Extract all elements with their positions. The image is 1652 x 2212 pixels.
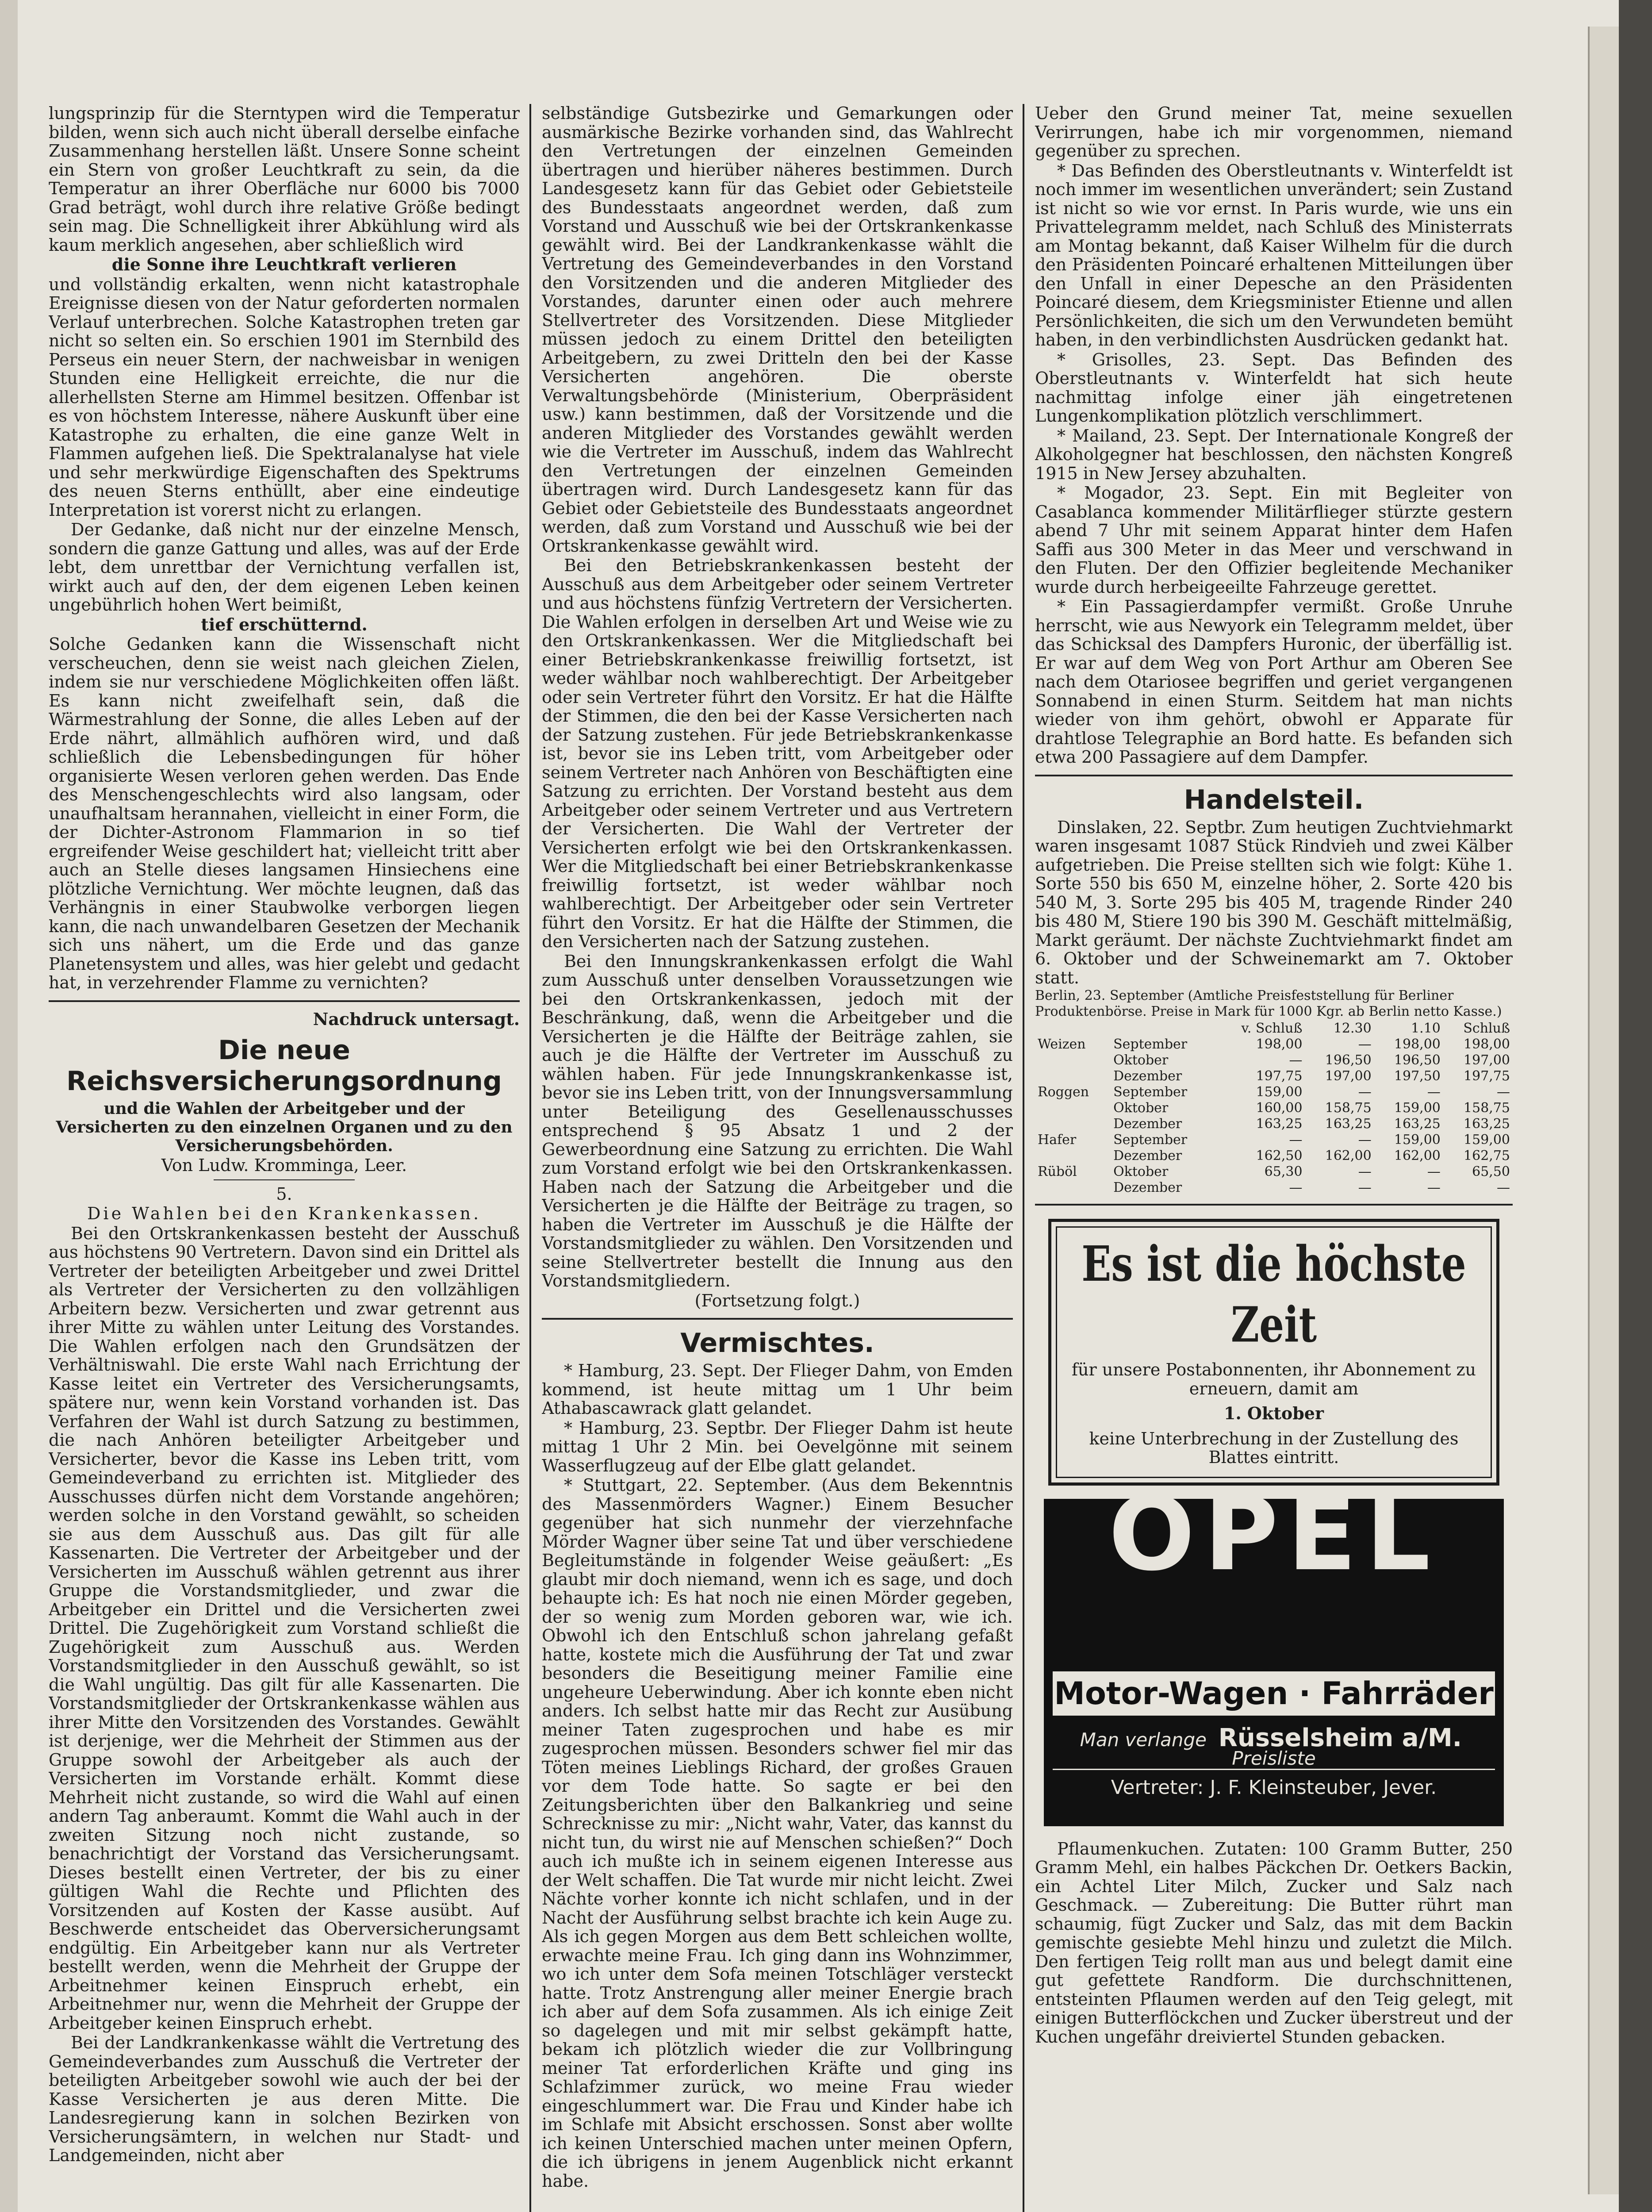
price-cell: 163,25 xyxy=(1464,1116,1510,1132)
price-cell xyxy=(1035,1052,1111,1068)
price-cell: — xyxy=(1289,1180,1303,1195)
column-rule xyxy=(529,104,531,2212)
price-cell: 198,00 xyxy=(1256,1037,1303,1052)
price-cell: Weizen xyxy=(1038,1037,1086,1052)
inline-heading: die Sonne ihre Leuchtkraft verlieren xyxy=(111,254,457,274)
column-2 xyxy=(542,104,1013,2212)
price-row xyxy=(1035,1100,1513,1116)
paragraph: selbständige Gutsbezirke und Gemarkungen oder ausmärkische Bezirke vorhanden sind, das Wahlrecht den Vertretungen der einzelnen Gemeinden übertragen und hierüber näheres bestimmen. Durch Landesgesetz kann für das Gebiet oder Gebietsteile des Bundesstaats angeordnet werden, daß zum Vorstand und Ausschuß wie bei der Ortskrankenkasse gewählt wird. Bei der Landkrankenkasse wählt die Vertretung des Gemeindeverbandes in den Vorstand den Vorsitzenden und die anderen Mitglieder des Vorstandes, darunter einen oder auch mehrere Stellvertreter des Vorsitzenden. Diese Mitglieder müssen jedoch zu einem Drittel den beteiligten Arbeitgebern, zu zwei Dritteln den bei der Kasse Versicherten angehören. Die oberste Verwaltungsbehörde (Ministerium, Oberpräsident usw.) kann bestimmen, daß der Vorsitzende und die anderen Mitglieder des Vorstandes gewählt werden wie die Vertreter im Ausschuß, indem das Wahlrecht den Vertretungen der einzelnen Gemeinden übertragen wird. Durch Landesgesetz kann für das Gebiet oder Gebietsteile des Bundesstaats angeordnet werden, daß zum Vorstand und Ausschuß wie bei der Ortskrankenkasse gewählt wird. xyxy=(542,104,1013,556)
price-cell: — xyxy=(1289,1052,1303,1068)
price-table-header xyxy=(1035,1021,1513,1037)
price-cell xyxy=(1035,1180,1111,1196)
price-row xyxy=(1035,1084,1513,1100)
news-item: * Hamburg, 23. Sept. Der Flieger Dahm, von Emden kommend, ist heute mittag um 1 Uhr beim Athabascawrack glatt gelandet. xyxy=(542,1361,1013,1418)
price-row xyxy=(1035,1116,1513,1132)
price-cell: 65,50 xyxy=(1472,1164,1510,1179)
ad-small-text: Preisliste xyxy=(1232,1747,1316,1769)
news-item: * Ein Passagierdampfer vermißt. Große Unruhe herrscht, wie aus Newyork ein Telegramm meldet, über das Schicksal des Dampfers Huronic, der überfällig ist. Er war auf dem Weg von Port Arthur am Oberen See nach dem Otariosee begriffen und geriet vergangenen Sonnabend in einen Sturm. Seitdem hat man nichts wieder von ihm gehört, obwohl er Apparate für drahtlose Telegraphie an Bord hatte. Es befanden sich etwa 200 Passagiere auf dem Dampfer. xyxy=(1035,597,1513,767)
price-cell: Dezember xyxy=(1113,1180,1182,1195)
price-cell: — xyxy=(1427,1084,1441,1100)
news-item: * Mogador, 23. Sept. Ein mit Begleiter von Casablanca kommender Militärflieger stürzte gestern abend 7 Uhr mit seinem Apparat hinter dem Hafen Saffi aus 300 Meter in das Meer und verschwand in den Fluten. Der den Offizier begleitende Mechaniker wurde durch herbeigeeilte Fahrzeuge gerettet. xyxy=(1035,483,1513,597)
divider xyxy=(49,1000,520,1002)
price-cell: 159,00 xyxy=(1394,1100,1441,1116)
paragraph: Bei der Landkrankenkasse wählt die Vertretung des Gemeindeverbandes zum Ausschuß die Vertreter der beteiligten Arbeitgeber sowohl wie auch der bei der Kasse Versicherten je aus deren Mitte. Die Landesregierung kann in solchen Bezirken von Versicherungsämtern, in welchen nur Stadt- und Landgemeinden, nicht aber xyxy=(49,2033,520,2165)
article-subheadline: und die Wahlen der Arbeitgeber und der Versicherten zu den einzelnen Organen und zu den Versicherungsbehörden. xyxy=(56,1099,513,1155)
paragraph: Bei den Innungskrankenkassen erfolgt die Wahl zum Ausschuß unter denselben Voraussetzungen wie bei den Ortskrankenkassen, jedoch mit der Beschränkung, daß, wenn die Arbeitgeber und die Versicherten je die Hälfte der Beiträge zahlen, sie auch je die Hälfte der Vertreter im Ausschuß zu wählen haben. Für jede Innungskrankenkasse ist, bevor sie ins Leben tritt, von der Innungsversammlung unter Beteiligung des Gesellenausschusses entsprechend § 95 Absatz 1 und 2 der Gewerbeordnung eine Satzung zu errichten. Die Wahl zum Vorstand erfolgt wie bei den Ortskrankenkassen. Haben nach der Satzung die Arbeitgeber und die Versicherten je die Hälfte der Beiträge zu tragen, so haben die Vertreter im Ausschuß je die Hälfte der Vorstandsmitglieder zu wählen. Den Vorsitzenden und seine Stellvertreter bestellt die Innung aus den Vorstandsmitgliedern. xyxy=(542,951,1013,1290)
price-row xyxy=(1035,1164,1513,1180)
paragraph: Solche Gedanken kann die Wissenschaft nicht verscheuchen, denn sie weist nach gleichen Zielen, indem sie nur verschiedene Möglichkeiten offen läßt. Es kann nicht zweifelhaft sein, daß die Wärmestrahlung der Sonne, die alles Leben auf der Erde nährt, allmählich aufhören wird, und daß schließlich die Lebensbedingungen für höher organisierte Wesen verloren gehen werden. Das Ende des Menschengeschlechts wird also langsam, oder unaufhaltsam herannahen, vielleicht in einer Form, die der Dichter-Astronom Flammarion in so tief ergreifender Weise geschildert hat; vielleicht tritt aber auch an Stelle dieses langsamen Hinsiechens eine plötzliche Vernichtung. Wer möchte leugnen, daß das Verhängnis in einer Staubwolke verborgen liegen kann, die nach unwandelbaren Gesetzen der Mechanik sich uns nähert, um die Erde und das ganze Planetensystem und alles, was hier gelebt und gedacht hat, in verzehrender Flamme zu vernichten? xyxy=(49,634,520,992)
price-cell: — xyxy=(1289,1132,1303,1148)
price-cell: Dezember xyxy=(1113,1148,1182,1164)
recipe: Pflaumenkuchen. Zutaten: 100 Gramm Butter, 250 Gramm Mehl, ein halbes Päckchen Dr. Oetkers Backin, ein Achtel Liter Milch, Zucker und Salz nach Geschmack. — Zubereitung: Die Butter rührt man schaumig, fügt Zucker und Salz, das mit dem Backin gemischte gesiebte Mehl hinzu und zuletzt die Milch. Den fertigen Teig rollt man aus und belegt damit eine gut gefettete Randform. Die durchschnittenen, entsteinten Pflaumen werden auf den Teig gelegt, mit einigen Butterflöckchen und Zucker überstreut und der Kuchen ungefähr dreiviertel Stunden gebacken. xyxy=(1035,1839,1513,2047)
price-cell: September xyxy=(1113,1084,1188,1100)
page-edge xyxy=(1619,0,1652,2212)
price-cell: 162,00 xyxy=(1325,1148,1372,1164)
price-cell: Rüböl xyxy=(1038,1164,1077,1179)
price-row xyxy=(1035,1148,1513,1164)
price-cell: 158,75 xyxy=(1464,1100,1510,1116)
section-number: 5. xyxy=(276,1184,292,1204)
paragraph: und vollständig erkalten, wenn nicht katastrophale Ereignisse diesen von der Natur geforderten normalen Verlauf unterbrechen. Solche Katastrophen treten gar nicht so selten ein. So erschien 1901 im Sternbild des Perseus ein neuer Stern, der nachweisbar in wenigen Stunden eine Helligkeit erreichte, die nur die allerhellsten Sterne am Himmel besitzen. Offenbar ist es von höchstem Interesse, nähere Auskunft über eine Katastrophe zu erhalten, die eine ganze Welt in Flammen aufgehen ließ. Die Spektralanalyse hat viele und sehr merkwürdige Eigenschaften des Spektrums des neuen Sterns enthüllt, aber eine eindeutige Interpretation ist vorerst nicht zu erlangen. xyxy=(49,274,520,520)
price-cell: 197,75 xyxy=(1256,1068,1303,1084)
news-item: * Das Befinden des Oberstleutnants v. Winterfeldt ist noch immer im wesentlichen unverändert; sein Zustand ist nicht so wie vor ernst. In Paris wurde, wie uns ein Privattelegramm meldet, nach Schluß des Ministerrats am Montag bekannt, daß Kaiser Wilhelm für die durch den Präsidenten Poincaré erhaltenen Mitteilungen über den Unfall in einer Depesche an den Präsidenten Poincaré diesem, dem Kriegsminister Etienne und allen Persönlichkeiten, die sich um den Verwundeten bemüht haben, in den verbindlichsten Ausdrücken gedankt hat. xyxy=(1035,161,1513,349)
price-cell: — xyxy=(1358,1132,1372,1148)
header-cell xyxy=(1035,1021,1111,1037)
opel-ad xyxy=(1044,1475,1504,1826)
paragraph: Bei den Ortskrankenkassen besteht der Ausschuß aus höchstens 90 Vertretern. Davon sind ein Drittel als Vertreter der beteiligten Arbeitgeber und zwei Drittel als Vertreter der Versicherten zu den vollzähligen Arbeitern bezw. Versicherten und zwar getrennt aus ihrer Mitte zu wählen unter Leitung des Vorstandes. Die Wahlen erfolgen nach den Grundsätzen der Verhältniswahl. Die erste Wahl nach Errichtung der Kasse leitet ein Vertreter des Versicherungsamts, spätere nur, wenn kein Vorstand vorhanden ist. Das Verfahren der Wahl ist durch Satzung zu bestimmen, die nach Anhören beteiligter Arbeitgeber und Versicherter, bevor die Kasse ins Leben tritt, vom Gemeindeverband zu errichten ist. Mitglieder des Ausschusses dürfen nicht dem Vorstande angehören; werden solche in den Vorstand gewählt, so scheiden sie aus dem Ausschuß aus. Das gilt für alle Kassenarten. Die Vertreter der Arbeitgeber und der Versicherten im Ausschuß wählen getrennt aus ihrer Gruppe die Vorstandsmitglieder, und zwar die Arbeitgeber ein Drittel und die Versicherten zwei Drittel. Die Zugehörigkeit zum Vorstand schließt die Zugehörigkeit zum Ausschuß aus. Werden Vorstandsmitglieder in den Ausschuß gewählt, so ist die Wahl ungültig. Das gilt für alle Kassenarten. Die Vorstandsmitglieder der Ortskrankenkasse wählen aus ihrer Mitte den Vorsitzenden des Vorstandes. Gewählt ist derjenige, wer die Mehrheit der Stimmen aus der Gruppe sowohl der Arbeitgeber als auch der Versicherten im Vorstande erhält. Kommt diese Mehrheit nicht zustande, so wird die Wahl auf einen andern Tag anberaumt. Kommt die Wahl auch in der zweiten Sitzung noch nicht zustande, so benachrichtigt der Vorstand das Versicherungsamt. Dieses bestellt einen Vertreter, der bis zu einer gültigen Wahl die Rechte und Pflichten des Vorsitzenden auf Kosten der Kasse ausübt. Auf Beschwerde entscheidet das Oberversicherungsamt endgültig. Ein Arbeitgeber kann nur als Vertreter bestellt werden, wenn die Mehrheit der Gruppe der Arbeitnehmer keinen Einspruch erhebt, ein Arbeitnehmer nur, wenn die Mehrheit der Gruppe der Arbeitgeber keinen Einspruch erhebt. xyxy=(49,1223,520,2033)
news-item: * Mailand, 23. Sept. Der Internationale Kongreß der Alkoholgegner hat beschlossen, den nächsten Kongreß 1915 in New Jersey abzuhalten. xyxy=(1035,426,1513,483)
price-cell: Oktober xyxy=(1113,1100,1169,1116)
price-cell: September xyxy=(1113,1132,1188,1148)
section-title: Die Wahlen bei den Krankenkassen. xyxy=(87,1204,482,1223)
price-cell: 198,00 xyxy=(1394,1037,1441,1052)
divider xyxy=(1035,775,1513,776)
article-headline: Die neue Reichsversicherungsordnung xyxy=(66,1035,502,1097)
price-row xyxy=(1035,1068,1513,1084)
price-cell: 163,25 xyxy=(1325,1116,1372,1132)
price-cell: Roggen xyxy=(1038,1084,1089,1100)
header-cell: Schluß xyxy=(1463,1021,1510,1036)
price-cell: — xyxy=(1497,1180,1510,1195)
price-cell xyxy=(1035,1068,1111,1084)
price-table xyxy=(1035,1021,1513,1196)
price-cell: — xyxy=(1358,1164,1372,1179)
price-cell xyxy=(1035,1148,1111,1164)
divider xyxy=(214,1179,355,1180)
price-cell: 159,00 xyxy=(1464,1132,1510,1148)
divider xyxy=(542,1318,1013,1320)
column-3 xyxy=(1035,104,1513,2212)
ad-text: keine Unterbrechung in der Zustellung des Blattes eintritt. xyxy=(1089,1429,1459,1467)
price-row xyxy=(1035,1052,1513,1068)
price-cell: 159,00 xyxy=(1256,1084,1303,1100)
column-1 xyxy=(49,104,520,2212)
news-item: * Grisolles, 23. Sept. Das Befinden des Oberstleutnants v. Winterfeldt hat sich heute nachmittag infolge einer jäh eingetretenen Lungenkomplikation plötzlich verschlimmert. xyxy=(1035,349,1513,426)
ad-band: Motor-Wagen · Fahrräder xyxy=(1053,1671,1495,1716)
ad-line xyxy=(1044,1723,1504,1769)
price-cell: Oktober xyxy=(1113,1164,1169,1179)
price-cell: 198,00 xyxy=(1464,1037,1510,1052)
price-row xyxy=(1035,1132,1513,1148)
price-cell: 159,00 xyxy=(1394,1132,1441,1148)
price-cell: 158,75 xyxy=(1325,1100,1372,1116)
paragraph: lungsprinzip für die Sterntypen wird die Temperatur bilden, wenn sich auch nicht überall derselbe einfache Zusammenhang herstellen läßt. Unsere Sonne scheint ein Stern von großer Leuchtkraft zu sein, da die Temperatur an ihrer Oberfläche nur 6000 bis 7000 Grad beträgt, wohl durch ihre relative Größe bedingt sein mag. Die Schnelligkeit ihrer Abkühlung wird als kaum merklich angesehen, aber schließlich wird xyxy=(49,104,520,255)
price-cell: September xyxy=(1113,1037,1188,1052)
price-cell: 162,75 xyxy=(1464,1148,1510,1164)
price-cell: Oktober xyxy=(1113,1052,1169,1068)
price-cell: 160,00 xyxy=(1256,1100,1303,1116)
header-cell xyxy=(1111,1021,1216,1037)
header-cell: 12.30 xyxy=(1333,1021,1372,1036)
paragraph: Ueber den Grund meiner Tat, meine sexuellen Verirrungen, habe ich mir vorgenommen, niemand gegenüber zu sprechen. xyxy=(1035,104,1513,161)
news-item: * Stuttgart, 22. September. (Aus dem Bekenntnis des Massenmörders Wagner.) Einem Besucher gegenüber hat sich nunmehr der vierzehnfache Mörder Wagner über seine Tat und über verschiedene Begleitumstände in folgender Weise geäußert: „Es glaubt mir doch niemand, wenn ich es sage, und doch behaupte ich: Es hat noch nie einen Mörder gegeben, der so wenig zum Morden geboren war, wie ich. Obwohl ich den Entschluß schon jahrelang gefaßt hatte, kostete mich die Ausführung der Tat und zwar besonders die Beseitigung meiner Familie eine ungeheure Ueberwindung. Aber ich konnte eben nicht anders. Ich selbst hatte mir das Recht zur Ausübung meiner Taten zugesprochen und habe es mir zugesprochen müssen. Besonders schwer fiel mir das Töten meines Lieblings Richard, der großes Grauen vor dem Tode hatte. So sagte er bei den Zeitungsberichten über den Balkankrieg und seine Schrecknisse zu mir: „Nicht wahr, Vater, das kannst du nicht tun, du wirst nie auf Menschen schießen?“ Doch auch ich mußte ich in seinem eigenen Interesse aus der Welt schaffen. Die Tat wurde mir nicht leicht. Zwei Nächte vorher konnte ich nicht schlafen, und in der Nacht der Ausführung selbst brachte ich kein Auge zu. Als ich gegen Morgen aus dem Bett schleichen wollte, erwachte meine Frau. Ich ging dann ins Wohnzimmer, wo ich unter dem Sofa meinen Totschläger versteckt hatte. Trotz Anstrengung aller meiner Energie brach ich aber auf dem Sofa zusammen. Als ich einige Zeit so dagelegen und mit mir selbst gekämpft hatte, bekam ich plötzlich wieder die zur Vollbringung meiner Tat erforderlichen Kräfte und ging ins Schlafzimmer zurück, wo meine Frau wieder eingeschlummert war. Die Frau und Kinder habe ich im Schlafe mit Absicht erschossen. Sonst aber wollte ich keinen Unterschied machen unter meinen Opfern, die ich übrigens in jenem Augenblick nicht erkannt habe. xyxy=(542,1475,1013,2191)
ad-representative: Vertreter: J. F. Kleinsteuber, Jever. xyxy=(1053,1769,1495,1805)
price-cell: 163,25 xyxy=(1256,1116,1303,1132)
price-cell: — xyxy=(1427,1180,1441,1195)
opel-logo: OPEL xyxy=(1108,1475,1439,1594)
price-cell: — xyxy=(1358,1180,1372,1195)
price-table-caption: Berlin, 23. September (Amtliche Preisfeststellung für Berliner Produktenbörse. Preise in Mark für 1000 Kgr. ab Berlin netto Kasse.) xyxy=(1035,988,1502,1019)
article-author: Von Ludw. Kromminga, Leer. xyxy=(161,1156,407,1175)
price-cell xyxy=(1035,1100,1111,1116)
ad-date: 1. Oktober xyxy=(1224,1403,1324,1423)
reprint-notice: Nachdruck untersagt. xyxy=(313,1009,520,1029)
price-cell: 197,50 xyxy=(1394,1068,1441,1084)
price-cell xyxy=(1035,1116,1111,1132)
section-headline: Handelsteil. xyxy=(1184,784,1364,815)
price-cell: 197,75 xyxy=(1464,1068,1510,1084)
header-cell: v. Schluß xyxy=(1241,1021,1303,1036)
price-cell: — xyxy=(1358,1037,1372,1052)
price-cell: — xyxy=(1497,1084,1510,1100)
price-cell: 197,00 xyxy=(1325,1068,1372,1084)
price-cell: — xyxy=(1427,1164,1441,1179)
subscription-ad xyxy=(1048,1219,1499,1486)
paragraph: Bei den Betriebskrankenkassen besteht der Ausschuß aus dem Arbeitgeber oder seinem Vertreter und aus höchstens fünfzig Vertretern der Versicherten. Die Wahlen erfolgen in derselben Art und Weise wie zu den Ortskrankenkassen. Wer die Mitgliedschaft bei einer Betriebskrankenkasse freiwillig fortsetzt, ist weder wählbar noch wahlberechtigt. Der Arbeitgeber oder sein Vertreter führt den Vorsitz. Er hat die Hälfte der Stimmen, die den bei der Kasse Versicherten nach der Satzung zustehen. Für jede Betriebskrankenkasse ist, bevor sie ins Leben tritt, vom Arbeitgeber oder seinem Vertreter nach Anhören von Beschäftigten eine Satzung zu errichten. Der Vorstand besteht aus dem Arbeitgeber oder seinem Vertreter und aus Vertretern der Versicherten. Die Wahl der Vertreter der Versicherten erfolgt wie bei den Ortskrankenkassen. Wer die Mitgliedschaft bei einer Betriebskrankenkasse freiwillig fortsetzt, ist weder wählbar noch wahlberechtigt. Der Arbeitgeber oder sein Vertreter führt den Vorsitz. Er hat die Hälfte der Stimmen, die den Versicherten nach der Satzung zustehen. xyxy=(542,556,1013,951)
news-item: * Hamburg, 23. Septbr. Der Flieger Dahm ist heute mittag 1 Uhr 2 Min. bei Oevelgönne mit seinem Wasserflugzeug auf der Elbe glatt gelandet. xyxy=(542,1418,1013,1475)
binding-edge xyxy=(0,0,18,2212)
price-cell: 65,30 xyxy=(1264,1164,1303,1179)
price-cell: — xyxy=(1358,1084,1372,1100)
ad-text: für unsere Postabonnenten, ihr Abonnement zu erneuern, damit am xyxy=(1071,1360,1476,1398)
market-report: Dinslaken, 22. Septbr. Zum heutigen Zuchtviehmarkt waren insgesamt 1087 Stück Rindvieh und zwei Kälber aufgetrieben. Die Preise stellten sich wie folgt: Kühe 1. Sorte 550 bis 650 M, einzelne höher, 2. Sorte 420 bis 540 M, 3. Sorte 295 bis 405 M, tragende Rinder 240 bis 480 M, Stiere 190 bis 390 M. Geschäft mittelmäßig, Markt geräumt. Der nächste Zuchtviehmarkt findet am 6. Oktober und der Schweinemarkt am 7. Oktober statt. xyxy=(1035,817,1513,987)
price-cell: 196,50 xyxy=(1394,1052,1441,1068)
price-cell: Dezember xyxy=(1113,1116,1182,1132)
column-rule xyxy=(1023,104,1024,2212)
price-cell: 162,00 xyxy=(1394,1148,1441,1164)
ad-small-text: Man verlange xyxy=(1080,1728,1207,1751)
price-cell: 162,50 xyxy=(1256,1148,1303,1164)
price-cell: Hafer xyxy=(1038,1132,1077,1148)
ad-headline: Es ist die höchste Zeit xyxy=(1081,1235,1466,1353)
price-cell: 196,50 xyxy=(1325,1052,1372,1068)
price-row xyxy=(1035,1180,1513,1196)
header-cell: 1.10 xyxy=(1411,1021,1441,1036)
section-headline: Vermischtes. xyxy=(680,1328,874,1359)
price-row xyxy=(1035,1037,1513,1052)
divider xyxy=(1035,1204,1513,1206)
paragraph: Der Gedanke, daß nicht nur der einzelne Mensch, sondern die ganze Gattung und alles, was auf der Erde lebt, dem unrettbar der Vernichtung verfallen ist, wirkt auch auf den, der dem eigenen Leben keinen ungebührlich hohen Wert beimißt, xyxy=(49,520,520,614)
ad-city: Rüsselsheim a/M. xyxy=(1218,1723,1462,1752)
next-page-edge xyxy=(1588,27,1621,2194)
price-cell: Dezember xyxy=(1113,1068,1182,1084)
inline-heading: tief erschütternd. xyxy=(201,614,368,634)
price-cell: 197,00 xyxy=(1464,1052,1510,1068)
continuation-note: (Fortsetzung folgt.) xyxy=(694,1290,860,1310)
price-cell: 163,25 xyxy=(1394,1116,1441,1132)
